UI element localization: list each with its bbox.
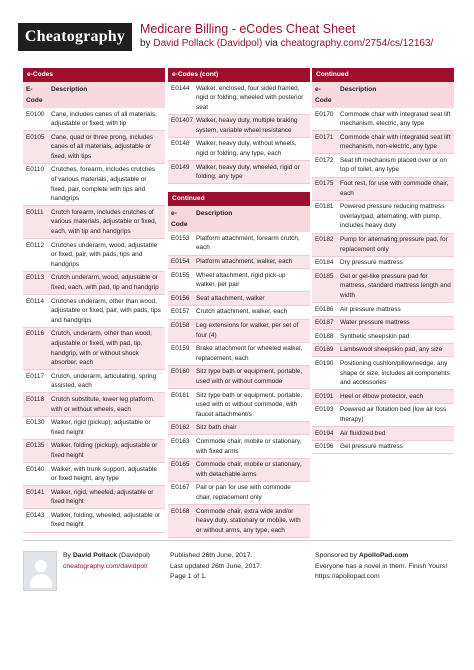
row-code: E0161 (171, 391, 190, 399)
sponsor-name[interactable]: ApolloPad.com (358, 552, 409, 559)
row-code: E0182 (315, 236, 334, 244)
published-date: Published 26th June, 2017. (170, 552, 253, 559)
row-code: E0196 (315, 443, 334, 451)
avatar-head-shape (35, 560, 47, 572)
table-row (23, 108, 165, 131)
table-row (23, 509, 165, 532)
row-description: Dry pressure mattress (340, 259, 403, 267)
row-description: Wheel attachment, rigid pick-up walker, per pair (196, 271, 286, 289)
row-description: Crutches, forearm, includes crutches of various materials, adjustable or fixed, pair, complete with tips and handgrips (51, 166, 156, 203)
row-code: E0154 (171, 258, 190, 266)
table-row (168, 482, 310, 505)
row-description: Seat attachment, walker (196, 294, 265, 302)
row-description: Lambswool sheepskin pad, any size (340, 346, 443, 354)
table-row (312, 234, 454, 257)
table-row (168, 306, 310, 320)
table-body (168, 232, 310, 537)
row-code: E0144 (171, 84, 190, 92)
row-code: E0194 (315, 429, 334, 437)
row-description: Gel pressure mattress (340, 443, 403, 451)
row-description: Pump for alternating pressure pad, for replacement only (340, 236, 448, 253)
table-row (312, 257, 454, 271)
row-code: E0100 (26, 110, 45, 118)
row-code: E0171 (315, 133, 334, 141)
row-code: E0143 (26, 511, 45, 519)
table-row (312, 178, 454, 201)
column-2 (168, 68, 310, 546)
row-code: E0113 (26, 274, 45, 282)
row-description: Gel or gel-like pressure pad for mattress, standard mattress length and width (340, 272, 451, 299)
row-description: Air pressure mattress (340, 305, 401, 313)
row-code: E01407 (171, 117, 194, 125)
code-section (23, 68, 165, 533)
table-row (23, 393, 165, 416)
row-code: E0149 (171, 163, 190, 171)
table-row (312, 270, 454, 303)
table-row (312, 427, 454, 441)
row-description: Air fluidized bed (340, 429, 386, 437)
table-row (168, 115, 310, 138)
row-description: Commode chair with integrated seat lift mechanism, non-electric, any type (340, 133, 451, 151)
footer-author-url[interactable]: cheatography.com/davidpol/ (63, 562, 148, 570)
table-row (23, 328, 165, 370)
table-row (23, 239, 165, 272)
code-section (168, 192, 310, 537)
footer-sponsor (315, 551, 447, 583)
row-code: E0172 (315, 156, 334, 164)
table-row (23, 295, 165, 328)
code-section (312, 68, 454, 454)
table-row (168, 161, 310, 184)
sponsor-url[interactable]: https://apollopad.com (315, 573, 380, 580)
row-code: E0135 (26, 442, 45, 450)
header-code: e-Code (171, 210, 188, 229)
byline-prefix: by (140, 38, 151, 49)
header-code: e-Code (315, 86, 332, 104)
row-code: E0163 (171, 437, 190, 445)
row-description: Crutch underarm, wood, adjustable or fixed, each, with pad, tip and handgrip (51, 274, 159, 291)
row-description: Platform attachment, forearm crutch, each (196, 234, 300, 252)
header-code: E-Code (26, 86, 43, 104)
byline-via: via (265, 38, 278, 49)
table-row (168, 320, 310, 343)
table-row (168, 343, 310, 366)
row-code: E0153 (171, 234, 190, 242)
table-row (23, 131, 165, 164)
row-description: Crutches underarm, wood, adjustable or fixed, pair, with pads, tips and handgrips (51, 241, 158, 268)
row-description: Crutch, underarm, articulating, spring assisted, each (51, 372, 157, 390)
page-title: Medicare Billing - eCodes Cheat Sheet (140, 22, 356, 36)
row-code: E0158 (171, 322, 190, 329)
row-code: E0140 (26, 465, 45, 473)
row-description: Seat lift mechanism placed over or on top of toilet, any type (340, 156, 447, 174)
row-description: Cane, includes canes of all materials, adjustable or fixed, with tip (51, 110, 157, 128)
table-row (168, 138, 310, 161)
row-description: Water pressure mattress (340, 319, 410, 327)
table-row (312, 357, 454, 390)
row-description: Commode chair with integrated seat lift mechanism, electric, any type (340, 110, 451, 128)
table-row (168, 256, 310, 270)
row-description: Commode chair, extra wide and/or heavy duty, stationary or mobile, with or without arms, any type, each (196, 507, 301, 534)
row-code: E0117 (26, 372, 45, 380)
row-code: E0187 (315, 319, 334, 327)
row-description: Crutches underarm, other than wood, adjustable or fixed, pair, with pads, tips and handgrips (51, 297, 161, 324)
table-row (23, 486, 165, 509)
row-description: Walker, with trunk support, adjustable or fixed height, any type (51, 465, 157, 483)
table-row (312, 441, 454, 455)
row-code: E0159 (171, 345, 190, 353)
row-code: E0190 (315, 359, 334, 367)
sheet-url-link[interactable]: cheatography.com/2754/cs/12163/ (280, 38, 434, 49)
table-row (312, 344, 454, 358)
row-description: Walker, enclosed, four sided framed, rigid or folding, wheeled with posterior seat (196, 84, 304, 111)
author-avatar[interactable] (23, 551, 57, 591)
table-body (168, 82, 310, 184)
table-row (168, 366, 310, 389)
table-row (168, 389, 310, 422)
table-row (23, 272, 165, 295)
row-code: E0114 (26, 297, 45, 305)
table-row (312, 317, 454, 331)
table-row (168, 232, 310, 255)
avatar-shoulders-shape (30, 574, 52, 588)
row-code: E0155 (171, 271, 190, 279)
section-title: e-Codes (23, 68, 165, 82)
table-row (312, 330, 454, 344)
row-description: Crutch forearm, includes crutches of various materials, adjustable or fixed, each, with tip and handgrips (51, 208, 157, 236)
row-description: Cane, quad or three prong, includes canes of all materials, adjustable or fixed, with tips (51, 133, 153, 160)
page-footer (23, 540, 453, 600)
table-row (168, 459, 310, 482)
row-description: Sitz type bath or equipment, portable, used with or without commode (196, 368, 303, 385)
row-code: E0175 (315, 180, 334, 188)
row-code: E0157 (171, 308, 190, 316)
table-body (23, 108, 165, 533)
row-code: E0170 (315, 110, 334, 118)
row-description: Powered air flotation bed (low air loss therapy) (340, 406, 447, 423)
row-description: Crutch, underarm, other than wood, adjustable or fixed, with pad, tip, handgrip, with or without shock absorber, each (51, 330, 152, 367)
row-description: Crutch substitute, lower leg platform, with or without wheels, each (51, 395, 155, 413)
section-title: e-Codes (cont) (168, 68, 310, 82)
footer-by-label: By (63, 552, 71, 559)
row-description: Brake attachment for wheeled walker, replacement, each (196, 345, 303, 362)
footer-author-name: David Pollack (72, 552, 118, 559)
row-code: E0181 (315, 203, 334, 211)
row-code: E0160 (171, 368, 190, 376)
row-code: E0185 (315, 272, 334, 280)
section-title: Continued (312, 68, 454, 82)
section-title: Continued (168, 192, 310, 206)
row-description: Walker, folding, wheeled, adjustable or fixed height (51, 511, 161, 529)
row-code: E0191 (315, 392, 334, 400)
column-3 (312, 68, 454, 462)
sponsor-tagline: Everyone has a novel in them. Finish Yours! (315, 562, 448, 570)
table-row (168, 435, 310, 458)
row-code: E0162 (171, 424, 190, 432)
row-description: Commode chair, mobile or stationary, with fixed arms (196, 437, 302, 455)
row-description: Walker, heavy duty, multiple braking system, variable wheel resistance (196, 117, 298, 134)
row-description: Walker, heavy duty, without wheels, rigid or folding, any type, each (196, 140, 297, 158)
footer-author-handle: (Davidpol) (118, 552, 150, 559)
row-description: Crutch attachment, walker, each (196, 308, 288, 316)
table-row (23, 206, 165, 239)
row-code: E0111 (26, 208, 44, 216)
table-header (168, 206, 310, 232)
table-header (23, 82, 165, 108)
table-row (23, 463, 165, 486)
cheatography-logo[interactable]: Cheatography (18, 23, 132, 51)
row-code: E0167 (171, 484, 190, 492)
row-description: Heel or elbow protector, each (340, 392, 424, 400)
row-description: Walker, folding (pickup), adjustable or fixed height (51, 442, 158, 459)
table-row (23, 417, 165, 440)
row-code: E0148 (171, 140, 190, 148)
row-code: E0105 (26, 133, 45, 141)
table-row (23, 370, 165, 393)
table-row (312, 131, 454, 154)
table-row (312, 154, 454, 177)
row-code: E0141 (26, 488, 45, 496)
row-code: E0116 (26, 330, 45, 338)
row-description: Platform attachment, walker, each (196, 258, 293, 266)
row-description: Leg extensions for walker, per set of four (4) (196, 322, 299, 339)
footer-author (63, 551, 150, 572)
table-row (23, 164, 165, 206)
table-row (312, 390, 454, 404)
row-description: Walker, rigid (pickup), adjustable or fixed height (51, 419, 151, 436)
row-code: E0189 (315, 346, 334, 354)
row-code: E0188 (315, 332, 334, 340)
table-body (312, 108, 454, 454)
row-description: Walker, rigid, wheeled, adjustable or fixed height (51, 488, 154, 506)
table-row (312, 404, 454, 427)
row-description: Commode chair, mobile or stationary, with detachable arms (196, 461, 302, 478)
footer-dates (170, 551, 262, 583)
table-row (168, 82, 310, 115)
row-code: E0130 (26, 419, 45, 427)
row-description: Foot rest, for use with commode chair, each (340, 180, 449, 197)
author-link[interactable]: David Pollack (Davidpol) (153, 38, 263, 49)
table-row (168, 292, 310, 306)
page-header (0, 0, 474, 62)
row-description: Powered pressure reducing mattress overlay/pad, alternating, with pump, includes heavy duty (340, 203, 445, 230)
table-row (23, 440, 165, 463)
header-description: Description (340, 86, 377, 93)
row-description: Synthetic sheepskin pad (340, 332, 410, 340)
table-row (168, 505, 310, 538)
row-code: E0110 (26, 166, 45, 174)
row-code: E0118 (26, 395, 45, 403)
row-code: E0193 (315, 406, 334, 414)
table-row (168, 269, 310, 292)
row-description: Positioning cushion/pillow/wedge, any shape or size, includes all components and accessories (340, 359, 450, 387)
page-count: Page 1 of 1. (170, 573, 207, 580)
row-description: Walker, heavy duty, wheeled, rigid or folding, any type (196, 163, 300, 181)
table-row (168, 422, 310, 436)
row-code: E0168 (171, 507, 190, 515)
table-row (312, 201, 454, 234)
header-description: Description (196, 210, 233, 218)
updated-date: Last updated 26th June, 2017. (170, 562, 262, 570)
byline (140, 38, 433, 49)
sponsor-prefix: Sponsored by (315, 552, 357, 559)
row-code: E0112 (26, 241, 45, 249)
code-section (168, 68, 310, 184)
row-code: E0184 (315, 259, 334, 267)
table-header (312, 82, 454, 108)
table-row (312, 303, 454, 317)
header-description: Description (51, 86, 88, 93)
row-description: Sitz type bath or equipment, portable, used with or without commode, with faucet attachment/s (196, 391, 303, 418)
column-1 (23, 68, 165, 541)
row-code: E0156 (171, 294, 190, 302)
row-code: E0186 (315, 305, 334, 313)
table-row (312, 108, 454, 131)
row-description: Pail or pan for use with commode chair, replacement only (196, 484, 291, 501)
row-code: E0165 (171, 461, 190, 469)
row-description: Sitz bath chair (196, 424, 237, 432)
